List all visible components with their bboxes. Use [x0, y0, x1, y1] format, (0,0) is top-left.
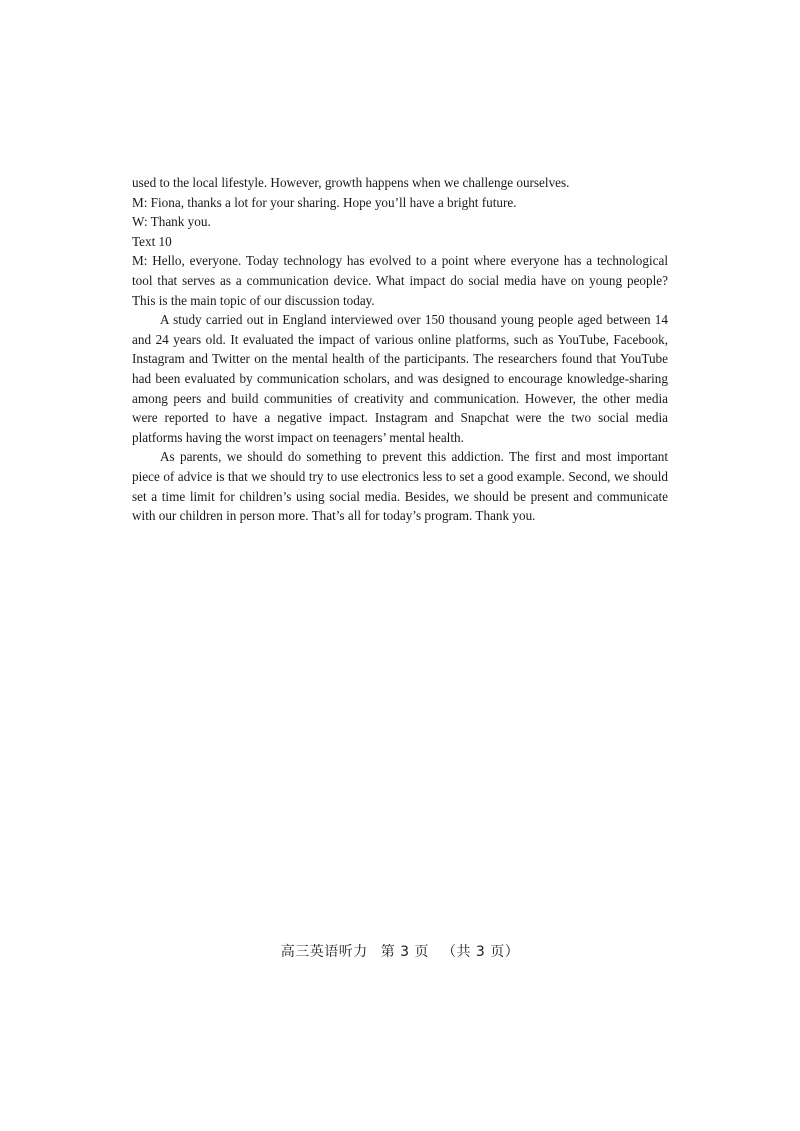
paragraph-study: A study carried out in England interviewed over 150 thousand young people aged between 14 and 24 years old. It evaluated the impact of various online platforms, such as YouTube, Facebook, Instagram and Twitter on the mental health of the participants. The researchers found that YouTube had been evaluated by communication scholars, and was designed to encourage knowledge-sharing among peers and build communities of creativity and communication. However, the other media were reported to have a negative impact. Instagram and Snapchat were the two social media platforms having the worst impact on teenagers’ mental health.: [132, 312, 668, 445]
text-line-fiona-thanks: M: Fiona, thanks a lot for your sharing. Hope you’ll have a bright future.: [132, 194, 517, 210]
page-footer: [0, 941, 800, 961]
text-line-thank-you: W: Thank you.: [132, 214, 211, 230]
footer-page-total: （共 3 页）: [441, 944, 520, 960]
document-body: [132, 173, 668, 526]
paragraph-advice: As parents, we should do something to prevent this addiction. The first and most important piece of advice is that we should try to use electronics less to set a good example. Second, we should set a time limit for children’s using social media. Besides, we should be present and communicate with our children in person more. That’s all for today’s program. Thank you.: [132, 449, 668, 524]
footer-subject: 高三英语听力: [280, 944, 368, 960]
section-heading-text-10: Text 10: [132, 233, 172, 249]
text-line-lifestyle: used to the local lifestyle. However, growth happens when we challenge ourselves.: [132, 175, 570, 190]
paragraph-intro: M: Hello, everyone. Today technology has evolved to a point where everyone has a technological tool that serves as a communication device. What impact do social media have on young people? This is the main topic of our discussion today.: [132, 253, 668, 308]
footer-page-number: 第 3 页: [380, 944, 429, 960]
